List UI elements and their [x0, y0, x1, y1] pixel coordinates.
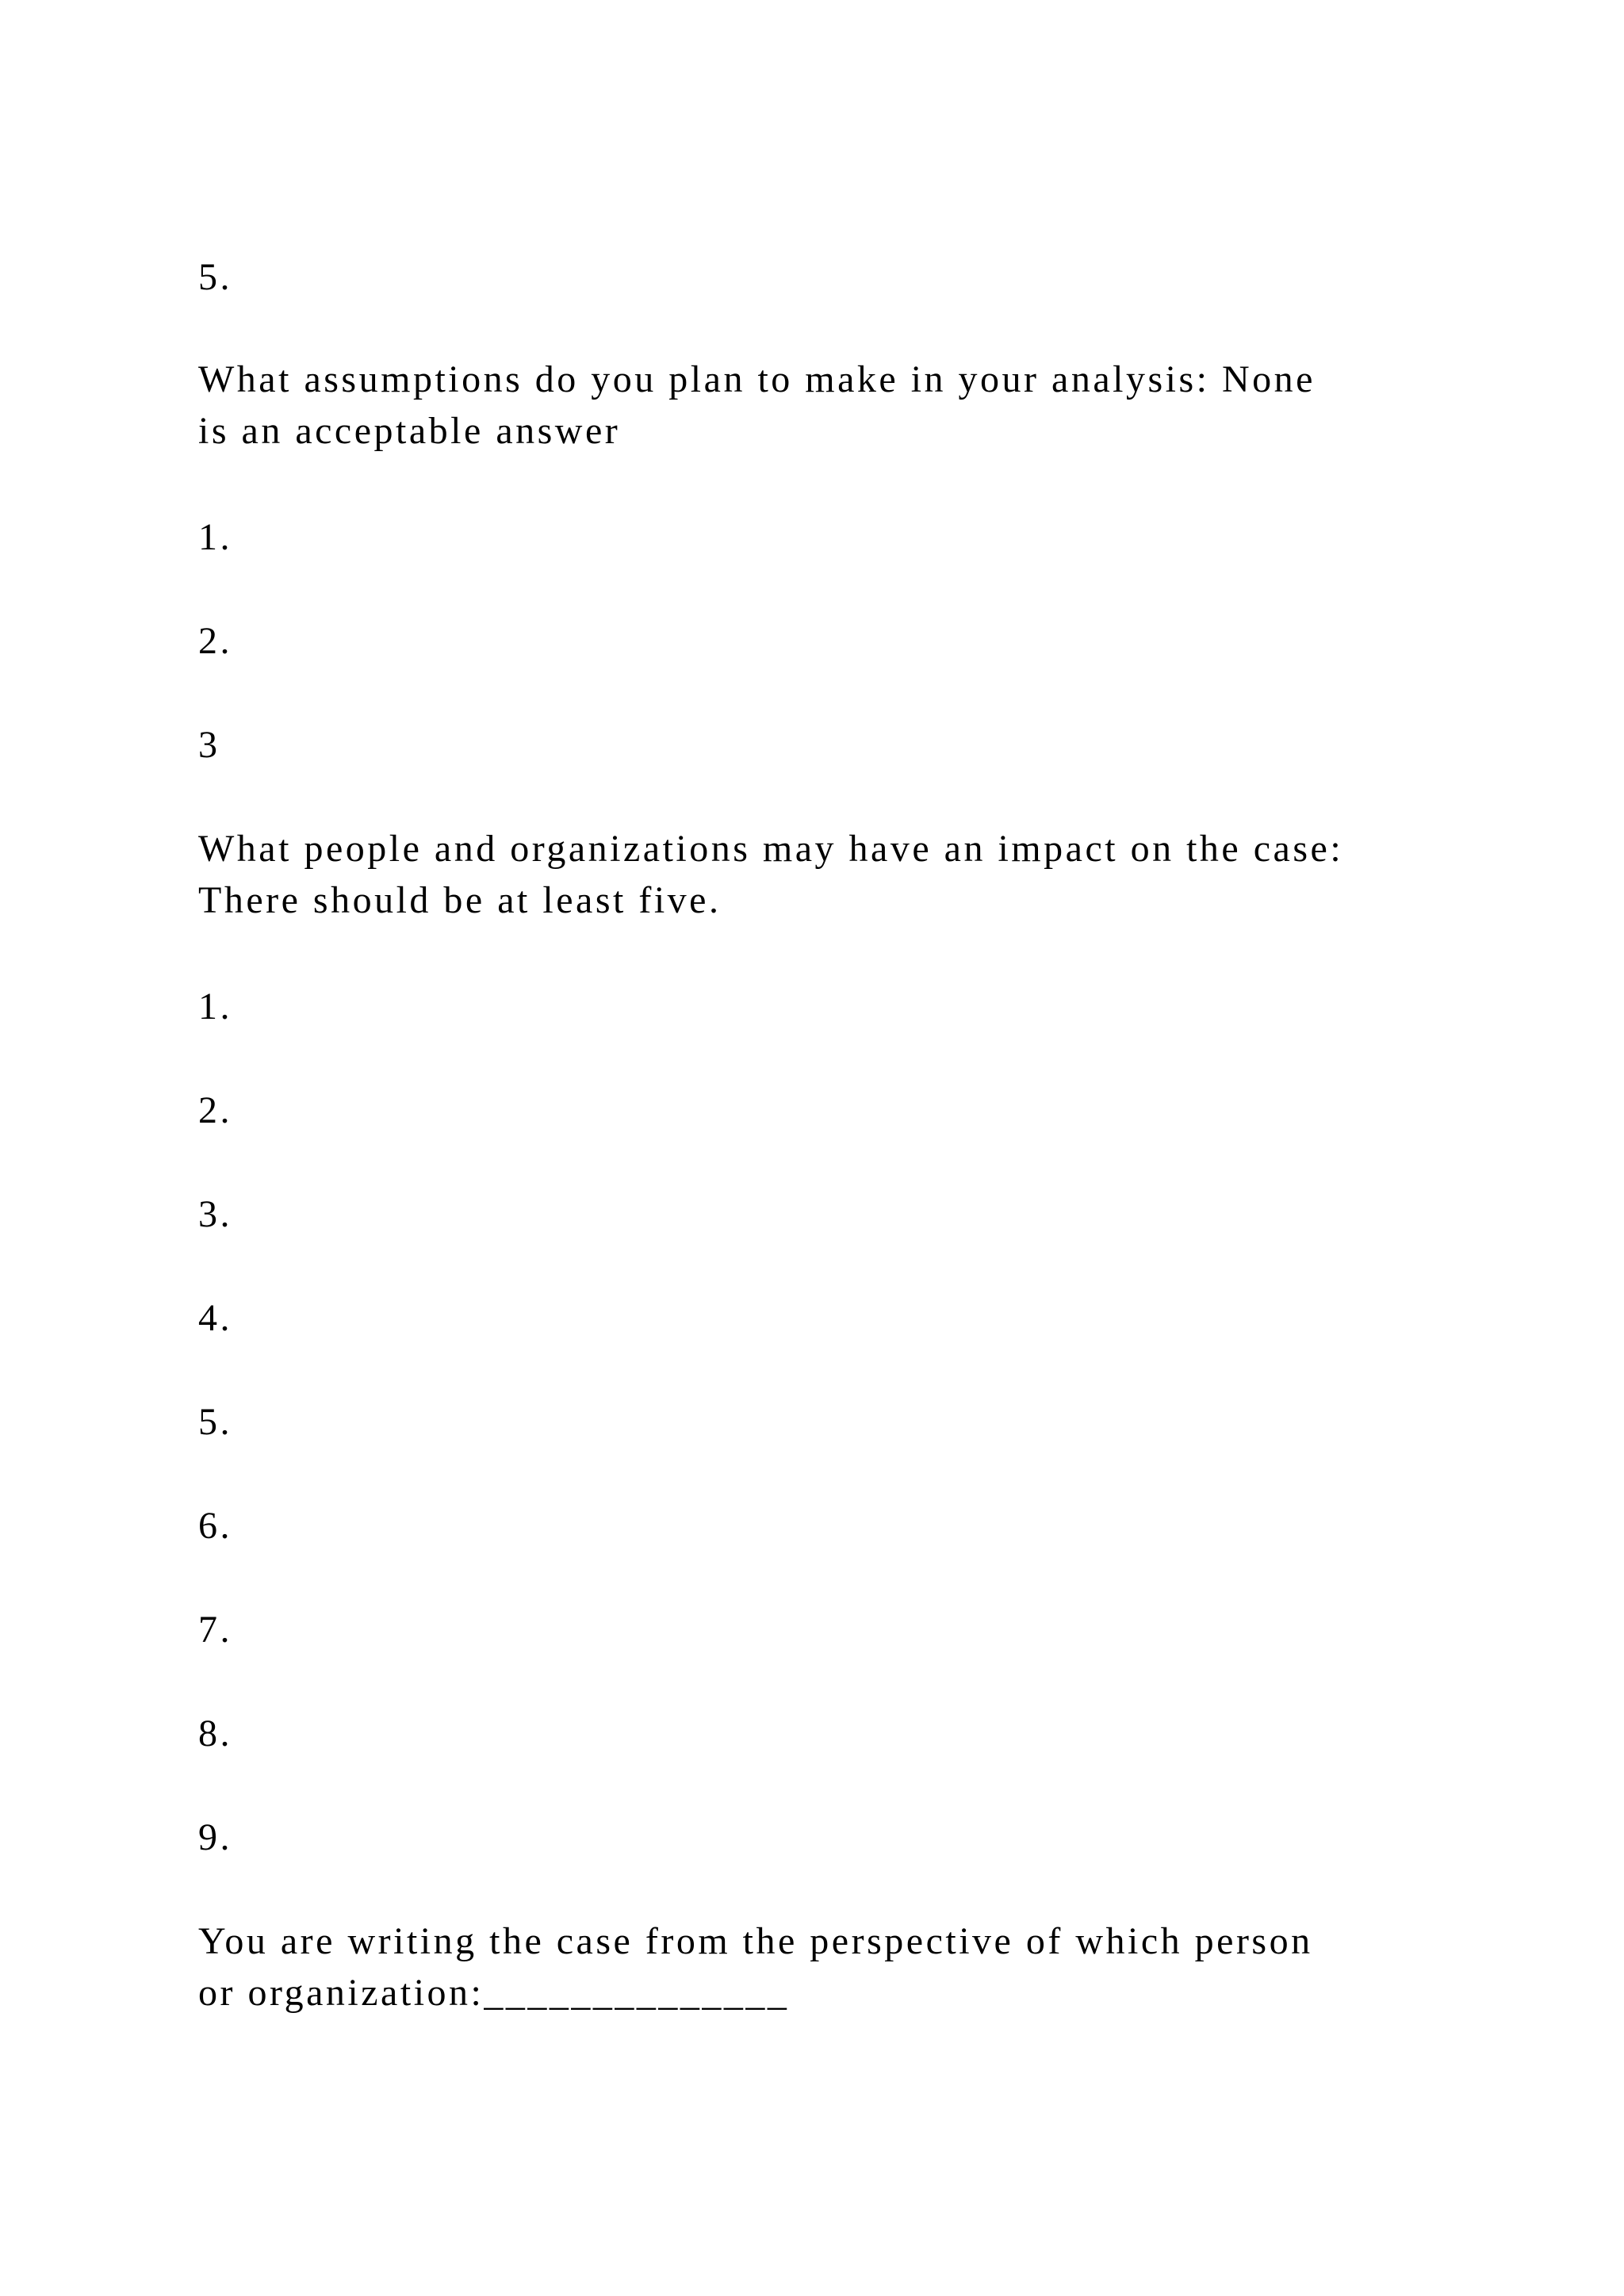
stakeholder-item-number: 8.: [198, 1712, 232, 1755]
stakeholder-item-number: 9.: [198, 1816, 232, 1858]
stakeholder-item-number: 6.: [198, 1505, 232, 1547]
perspective-prompt-line-2: or organization:______________: [198, 1972, 790, 2014]
stakeholders-prompt-line-1: What people and organizations may have an impact on the case:: [198, 828, 1344, 870]
list-item-number: 5.: [198, 256, 232, 298]
stakeholder-item-number: 1.: [198, 985, 232, 1027]
stakeholders-prompt-line-2: There should be at least five.: [198, 879, 722, 921]
perspective-prompt-line-1: You are writing the case from the perspective of which person: [198, 1920, 1313, 1962]
stakeholder-item-number: 2.: [198, 1089, 232, 1131]
assumptions-prompt-line-1: What assumptions do you plan to make in your analysis: None: [198, 358, 1316, 400]
stakeholder-item-number: 5.: [198, 1401, 232, 1443]
stakeholder-item-number: 7.: [198, 1609, 232, 1651]
assumption-item-number: 3: [198, 724, 220, 766]
assumptions-prompt-line-2: is an acceptable answer: [198, 410, 621, 452]
stakeholder-item-number: 4.: [198, 1297, 232, 1339]
stakeholder-item-number: 3.: [198, 1193, 232, 1235]
assumption-item-number: 2.: [198, 620, 232, 662]
assumption-item-number: 1.: [198, 516, 232, 558]
